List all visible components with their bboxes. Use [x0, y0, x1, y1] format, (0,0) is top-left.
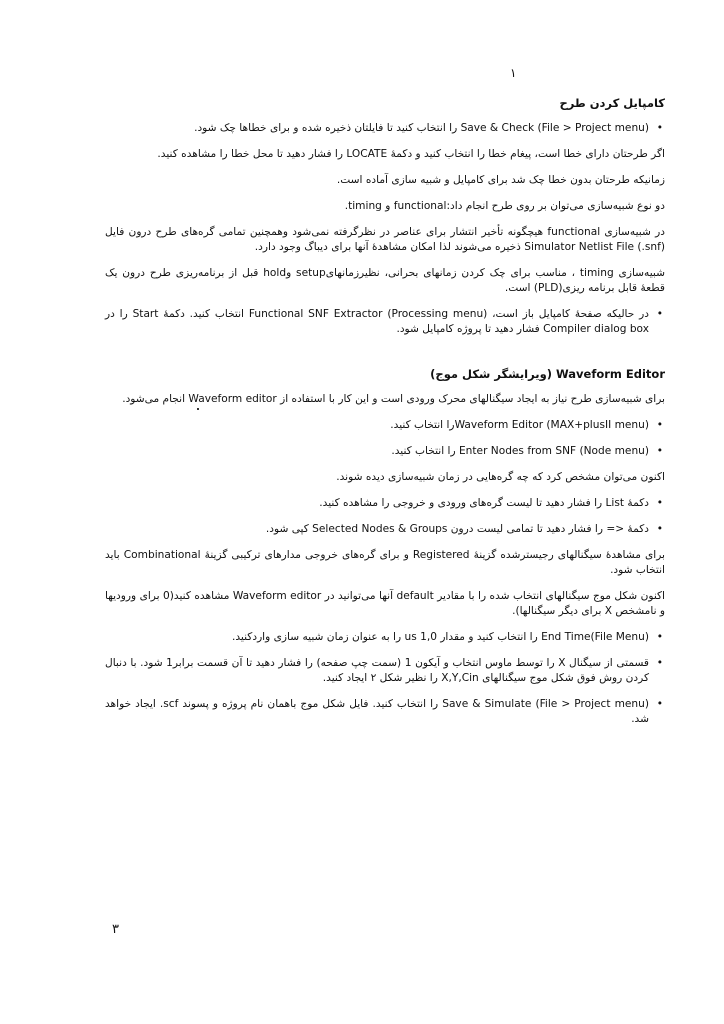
compile-section	[105, 121, 665, 337]
paragraph: اکنون شکل موج سیگنالهای انتخاب شده را با مقادیر default آنها می‌توانید در Waveform editor مشاهده کنید(0 برای ورودیها و نامشخص X برای دیگر سیگنالها).	[105, 590, 666, 617]
bullet-item: • در حالیکه صفحهٔ کامپایل باز است، Functional SNF Extractor (Processing menu) انتخاب کنید. دکمهٔ Start را در Compiler dialog box فشار دهید تا پروژه کامپایل شود.	[105, 307, 665, 337]
paragraph: برای مشاهدهٔ سیگنالهای رجیسترشده گزینهٔ Registered و برای گره‌های خروجی مدارهای ترکیبی گزینهٔ Combinational باید انتخاب شود.	[105, 549, 665, 576]
section-title-compile: کامپایل کردن طرح	[559, 96, 665, 110]
document-body	[105, 90, 665, 738]
page-top-number: ۱	[510, 66, 517, 80]
paragraph: دو نوع شبیه‌سازی می‌توان بر روی طرح انجام داد:functional و timing.	[344, 200, 665, 212]
page-bottom-number: ۳	[112, 922, 119, 937]
paragraph: اگر طرحتان دارای خطا است، پیغام خطا را انتخاب کنید و دکمهٔ LOCATE را فشار دهید تا محل خطا را مشاهده کنید.	[157, 148, 665, 160]
bullet-item: • Save & Check (File > Project menu) را انتخاب کنید تا فایلتان ذخیره شده و برای خطاها چک شود.	[105, 121, 665, 136]
paragraph: در شبیه‌سازی functional هیچگونه تأخیر انتشار برای عناصر در نظرگرفته نمی‌شود وهمچنین تمامی گره‌های طرح درون فایل Simulator Netlist File (.snf) ذخیره می‌شوند لذا امکان مشاهدهٔ آنها برای دیباگ وجود دارد.	[105, 226, 665, 253]
bullet-item: • Save & Simulate (File > Project menu) را انتخاب کنید. فایل شکل موج باهمان نام پروژه و پسوند scf. ایجاد خواهد شد.	[105, 697, 665, 727]
bullet-item: • دکمهٔ <= را فشار دهید تا تمامی لیست درون Selected Nodes & Groups کپی شود.	[105, 522, 665, 537]
section-title-waveform: Waveform Editor (ویرایشگر شکل موج)	[430, 367, 665, 381]
paragraph: شبیه‌سازی timing ، مناسب برای چک کردن زمانهای بحرانی، نظیرزمانهایsetup وhold قبل از برنامه‌ریزی طرح درون یک قطعهٔ قابل برنامه ریزی(PLD) است.	[105, 267, 665, 294]
bullet-item: • دکمهٔ List را فشار دهید تا لیست گره‌های ورودی و خروجی را مشاهده کنید.	[105, 496, 665, 511]
paragraph: زمانیکه طرحتان بدون خطا چک شد برای کامپایل و شبیه سازی آماده است.	[336, 174, 665, 186]
bullet-item: • Enter Nodes from SNF (Node menu) را انتخاب کنید.	[105, 444, 665, 459]
bullet-item: • End Time(File Menu) را انتخاب کنید و مقدار 1,0 us را به عنوان زمان شبیه سازی واردکنید.	[105, 630, 665, 645]
paragraph: اکنون می‌توان مشخص کرد که چه گره‌هایی در زمان شبیه‌سازی دیده شوند.	[336, 471, 665, 483]
bullet-item: • قسمتی از سیگنال X را توسط ماوس انتخاب و آیکون 1 (سمت چپ صفحه) را فشار دهید تا آن قسمت برابر1 شود. با دنبال کردن روش فوق شکل موج سیگنالهای X,Y,Cin را نظیر شکل ۲ ایجاد کنید.	[105, 656, 665, 686]
scan-dot-mark	[197, 408, 199, 410]
bullet-item: • Waveform Editor (MAX+plusII menu)را انتخاب کنید.	[105, 418, 665, 433]
paragraph: برای شبیه‌سازی طرح نیاز به ایجاد سیگنالهای محرک ورودی است و این کار با استفاده از Waveform editor انجام می‌شود.	[122, 393, 665, 405]
waveform-section	[105, 392, 665, 727]
